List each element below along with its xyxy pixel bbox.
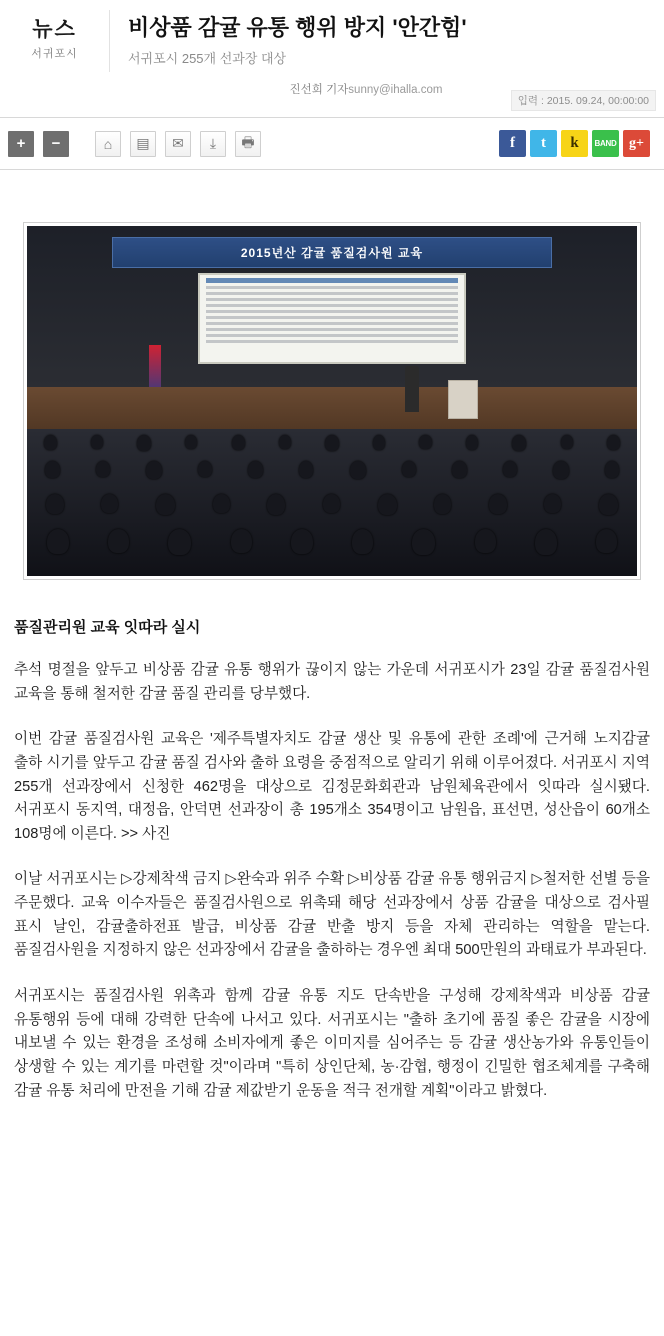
- home-icon[interactable]: ⌂: [95, 131, 121, 157]
- article-photo-frame: [23, 222, 641, 580]
- article-paragraph: 추석 명절을 앞두고 비상품 감귤 유통 행위가 끊이지 않는 가운데 서귀포시가 23일 감귤 품질검사원 교육을 통해 철저한 감귤 품질 관리를 당부했다.: [14, 662, 650, 702]
- headline-block: [110, 10, 664, 97]
- section-title: 품질관리원 교육 잇따라 실시: [14, 619, 201, 636]
- photo-banner-text: 2015년산 감귤 품질검사원 교육: [112, 237, 551, 269]
- article-photo: [27, 226, 637, 576]
- reporter-email[interactable]: sunny@ihalla.com: [348, 83, 443, 96]
- bottom-spacer: [8, 1103, 656, 1145]
- article-paragraph: 서귀포시는 품질검사원 위촉과 함께 감귤 유통 지도 단속반을 구성해 강제착색과 비상품 감귤 유통행위 등에 대해 강력한 단속에 나서고 있다. 서귀포시는 "출하 초기에 품질 좋은 감귤을 시장에 내보낼 수 있는 환경을 조성해 소비자에게 좋은 이미지를 심어주는 등 감귤 생산농가와 유통인들이 상생할 수 있는 계기를 마련할 것"이라며 "특히 상인단체, 농·감협, 행정이 긴밀한 협조체계를 구축해 감귤 유통 처리에 만전을 기해 감귤 제값받기 운동을 적극 전개할 계획"이라고 밝혔다.: [14, 988, 650, 1099]
- photo-podium: [448, 380, 479, 419]
- photo-speaker: [405, 366, 418, 412]
- publish-date: 입력 : 2015. 09.24, 00:00:00: [511, 90, 656, 111]
- brand-subtitle: 서귀포시: [31, 48, 78, 61]
- toolbar-left-group: [8, 131, 261, 157]
- photo-projection-screen: [198, 273, 466, 364]
- mail-icon[interactable]: ✉: [165, 131, 191, 157]
- kakaostory-icon[interactable]: k: [561, 130, 588, 157]
- article-subtitle: 서귀포시 255개 선과장 대상: [128, 50, 287, 66]
- article-header: [0, 0, 664, 118]
- document-icon[interactable]: ▤: [130, 131, 156, 157]
- reporter-name: 진선희 기자: [289, 83, 349, 96]
- page-title: 비상품 감귤 유통 행위 방지 '안간힘': [128, 15, 467, 40]
- download-icon[interactable]: ⤓: [200, 131, 226, 157]
- article-toolbar: [0, 118, 664, 170]
- social-share-group: [499, 130, 656, 157]
- print-icon[interactable]: 🖶: [235, 131, 261, 157]
- brand-title: 뉴스: [32, 18, 77, 41]
- font-decrease-icon[interactable]: −: [43, 131, 69, 157]
- band-icon[interactable]: BAND: [592, 130, 619, 157]
- article-paragraph: 이번 감귤 품질검사원 교육은 '제주특별자치도 감귤 생산 및 유통에 관한 조례'에 근거해 노지감귤 출하 시기를 앞두고 감귤 품질 검사와 출하 요령을 중점적으로 알리기 위해 이루어졌다. 서귀포시 지역 255개 선과장에서 신청한 462명을 대상으로 김정문화회관과 남원체육관에서 잇따라 실시됐다. 서귀포시 동지역, 대정읍, 안덕면 선과장이 총 195개소 354명이고 남원읍, 표선면, 성산읍이 60개소 108명에 이른다. >> 사진: [14, 731, 650, 842]
- article-body: [0, 222, 664, 1145]
- photo-audience: [27, 429, 637, 576]
- article-paragraph: 이날 서귀포시는 ▷강제착색 금지 ▷완숙과 위주 수확 ▷비상품 감귤 유통 행위금지 ▷철저한 선별 등을 주문했다. 교육 이수자들은 품질검사원으로 위촉돼 해당 선과장에서 상품 감귤을 대상으로 검사필 표시 날인, 감귤출하전표 발급, 비상품 감귤 반출 방지 등을 자체 관리하는 역할을 맡는다. 품질검사원을 지정하지 않은 선과장에서 감귤을 출하하는 경우엔 최대 500만원의 과태료가 부과된다.: [14, 871, 650, 959]
- brand-block[interactable]: [0, 10, 110, 72]
- font-increase-icon[interactable]: +: [8, 131, 34, 157]
- facebook-icon[interactable]: f: [499, 130, 526, 157]
- twitter-icon[interactable]: t: [530, 130, 557, 157]
- googleplus-icon[interactable]: g+: [623, 130, 650, 157]
